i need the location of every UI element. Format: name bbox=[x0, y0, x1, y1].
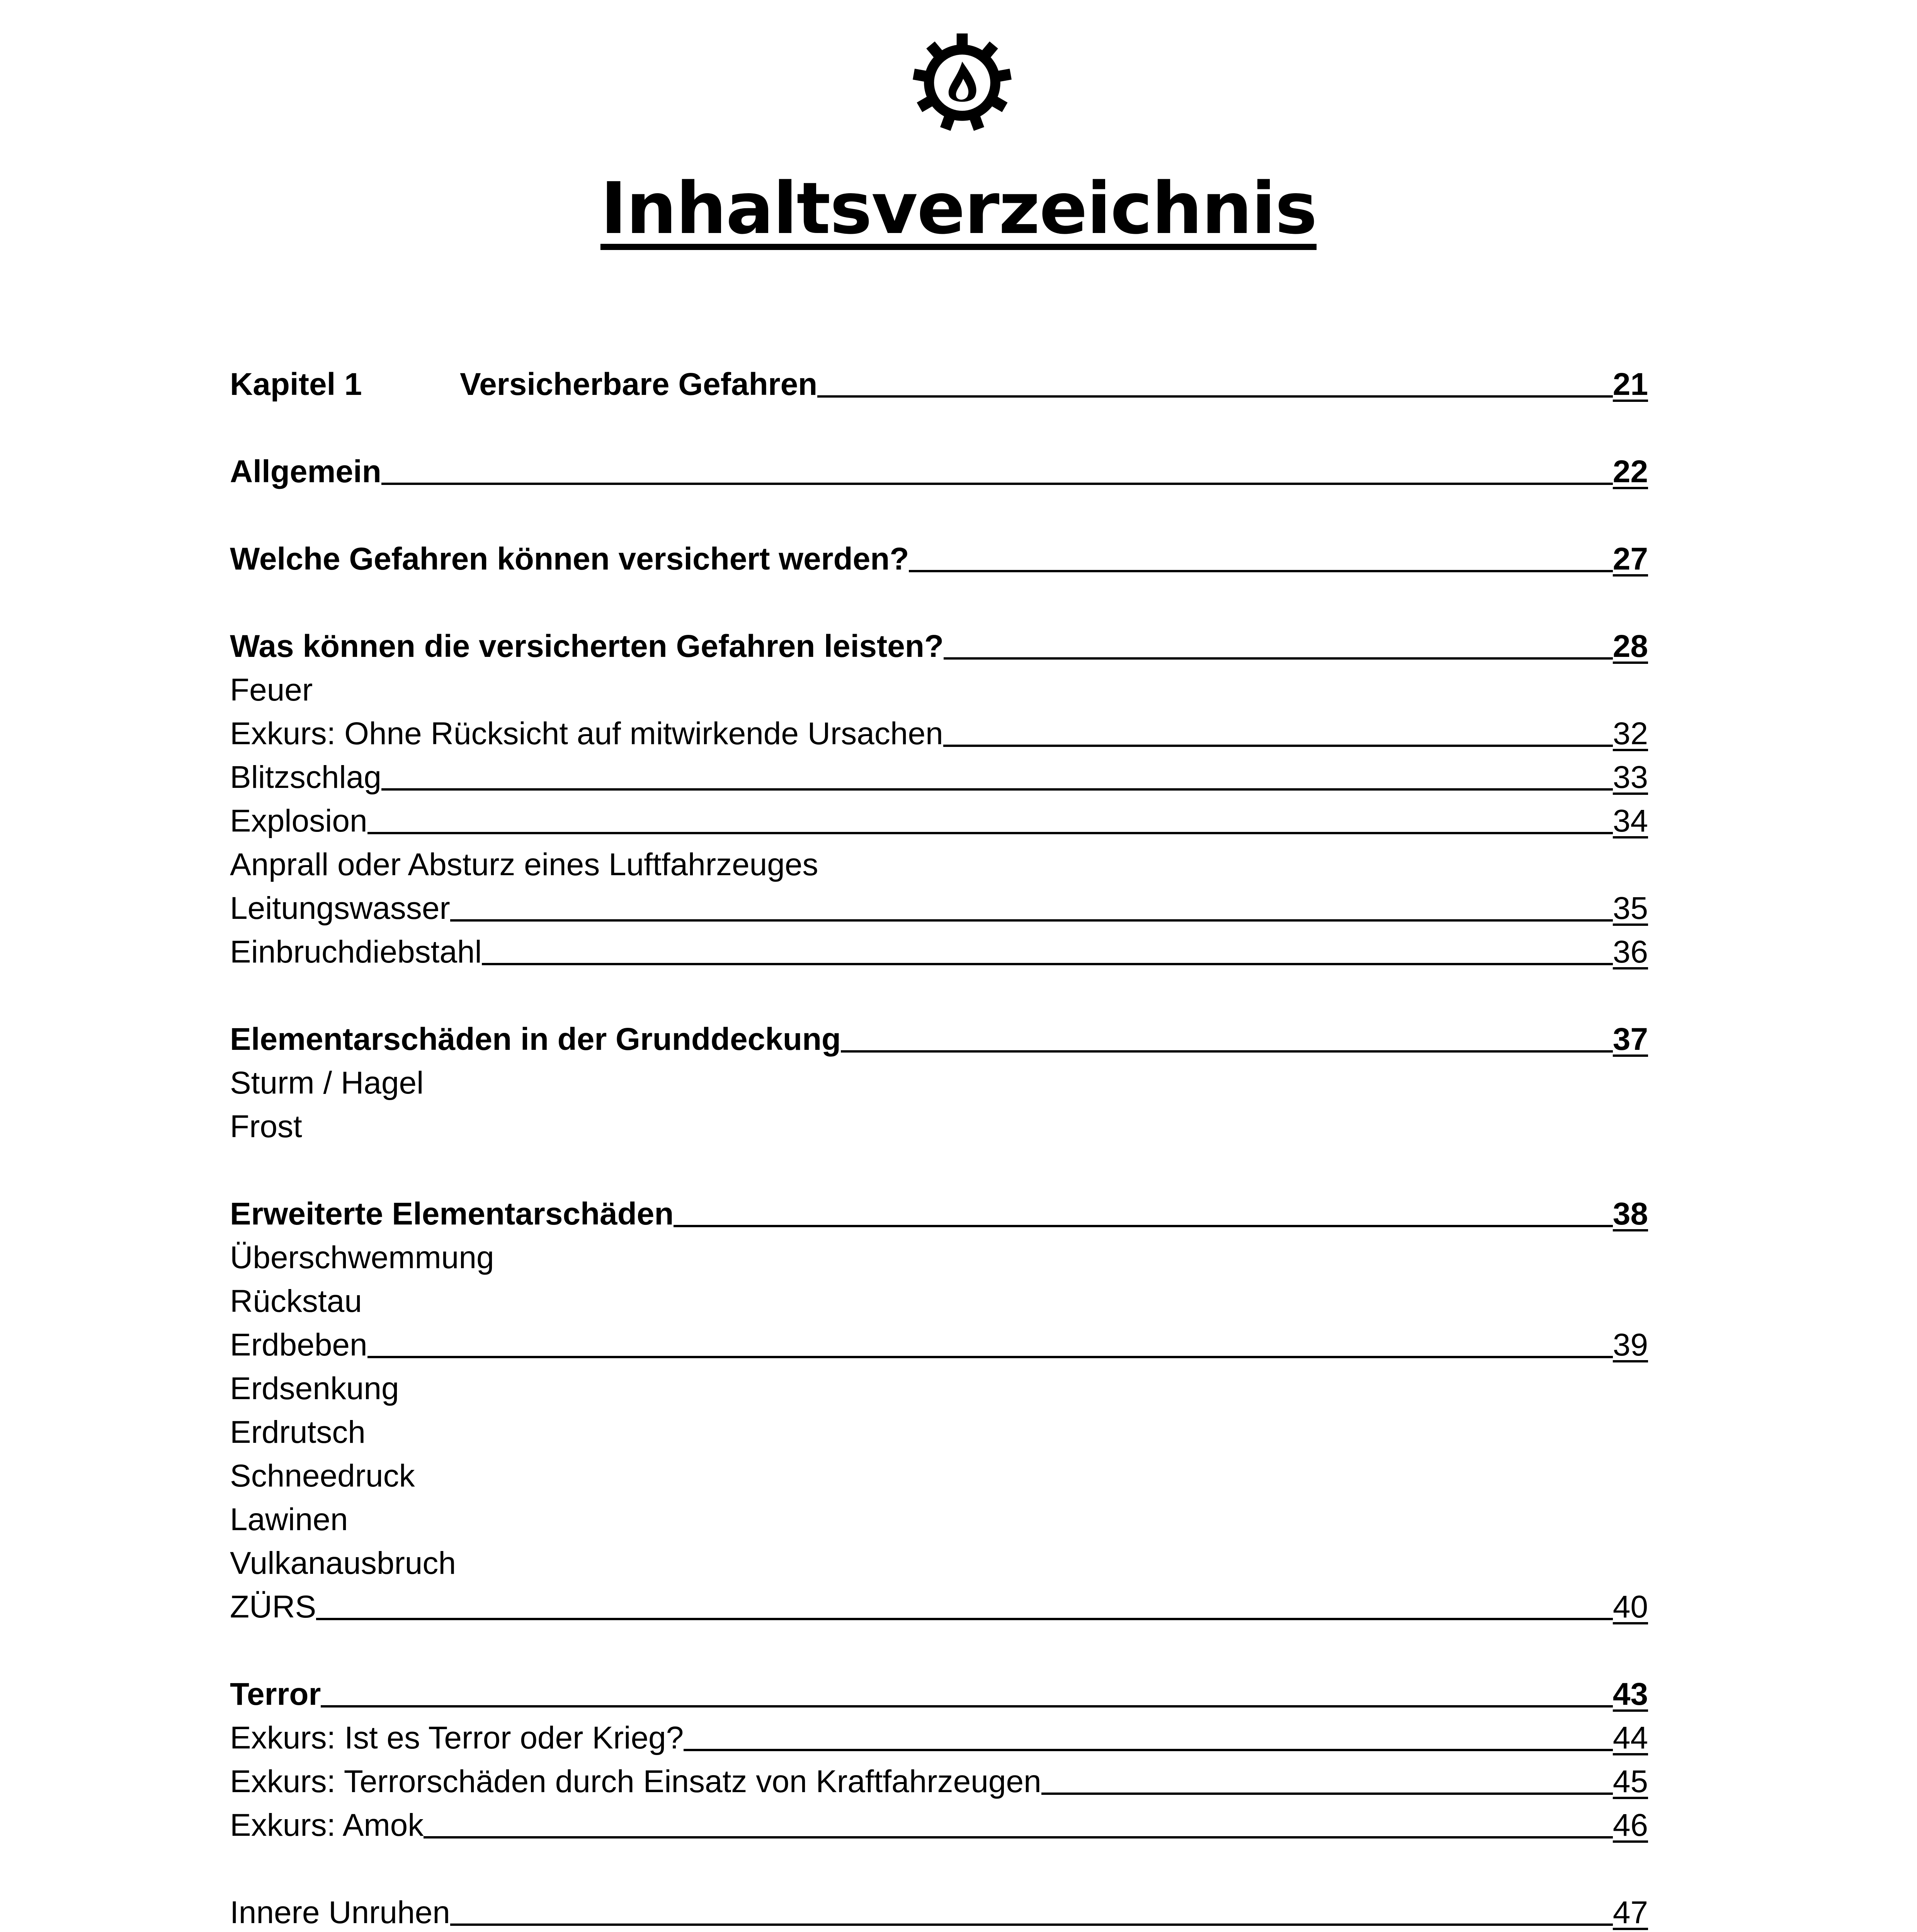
dot-leader bbox=[381, 788, 1613, 791]
toc-entry-text: Exkurs: Terrorschäden durch Einsatz von Kraftfahrzeugen bbox=[230, 1764, 1041, 1799]
toc-entry-text: Rückstau bbox=[230, 1284, 362, 1319]
toc-page-number: 34 bbox=[1613, 803, 1648, 838]
toc-entry-text: Allgemein bbox=[230, 454, 381, 489]
toc-entry bbox=[230, 534, 1648, 578]
toc-page-number: 35 bbox=[1613, 891, 1648, 926]
toc-entry-text: Sturm / Hagel bbox=[230, 1065, 424, 1100]
toc-page-number: 37 bbox=[1613, 1022, 1648, 1057]
toc-entry-text: Exkurs: Amok bbox=[230, 1808, 424, 1843]
toc-entry bbox=[230, 621, 1648, 665]
toc-entry bbox=[230, 709, 1648, 752]
toc-entry-text: Erdbeben bbox=[230, 1327, 367, 1362]
toc-page-number: 36 bbox=[1613, 934, 1648, 969]
toc-entry bbox=[230, 447, 1648, 490]
dot-leader bbox=[1041, 1793, 1613, 1795]
chapter-title: Versicherbare Gefahren bbox=[460, 367, 818, 402]
toc-entry bbox=[230, 1669, 1648, 1713]
toc-entry-text: Exkurs: Ohne Rücksicht auf mitwirkende Ursachen bbox=[230, 716, 943, 751]
toc-page-number: 46 bbox=[1613, 1808, 1648, 1843]
dot-leader bbox=[482, 963, 1613, 965]
toc-entry bbox=[230, 1364, 1648, 1407]
dot-leader bbox=[674, 1225, 1613, 1227]
dot-leader bbox=[817, 395, 1613, 398]
dot-leader bbox=[943, 745, 1613, 747]
gear-flame-logo-icon bbox=[912, 32, 1012, 133]
toc-page-number: 27 bbox=[1613, 541, 1648, 577]
toc-entry bbox=[230, 796, 1648, 840]
toc-entry-text: Einbruchdiebstahl bbox=[230, 934, 482, 969]
toc-entry bbox=[230, 1888, 1648, 1931]
toc-entry bbox=[230, 1713, 1648, 1757]
chapter-page-number: 21 bbox=[1613, 367, 1648, 402]
toc-entry-text: Frost bbox=[230, 1109, 302, 1144]
toc-entry bbox=[230, 927, 1648, 971]
chapter-label: Kapitel 1 bbox=[230, 367, 362, 402]
toc-chapter-row bbox=[230, 359, 1648, 403]
toc-page-number: 38 bbox=[1613, 1196, 1648, 1231]
dot-leader bbox=[450, 919, 1613, 922]
toc-entry-text: Anprall oder Absturz eines Luftfahrzeuges bbox=[230, 847, 818, 882]
dot-leader bbox=[381, 483, 1613, 485]
dot-leader bbox=[424, 1836, 1613, 1838]
toc-entry bbox=[230, 1495, 1648, 1538]
toc-entry bbox=[230, 1538, 1648, 1582]
toc-page-number: 33 bbox=[1613, 760, 1648, 795]
page-title: Inhaltsverzeichnis bbox=[600, 167, 1317, 250]
toc-entry-text: Lawinen bbox=[230, 1502, 348, 1537]
dot-leader bbox=[367, 1356, 1613, 1358]
toc-page-number: 28 bbox=[1613, 629, 1648, 664]
toc-entry bbox=[230, 1757, 1648, 1800]
toc-entry bbox=[230, 883, 1648, 927]
toc-entry-text: Erweiterte Elementarschäden bbox=[230, 1196, 674, 1231]
toc-entry bbox=[230, 1276, 1648, 1320]
toc-entry-text: Überschwemmung bbox=[230, 1240, 494, 1275]
toc-entry bbox=[230, 1014, 1648, 1058]
toc-entry-text: Feuer bbox=[230, 672, 313, 707]
toc-entry-text: Blitzschlag bbox=[230, 760, 381, 795]
toc-entry-text: Was können die versicherten Gefahren leisten? bbox=[230, 629, 944, 664]
toc-page-number: 40 bbox=[1613, 1589, 1648, 1624]
dot-leader bbox=[450, 1923, 1613, 1926]
toc-entry-text: Leitungswasser bbox=[230, 891, 450, 926]
toc-entry bbox=[230, 1102, 1648, 1145]
toc-entry-text: Erdrutsch bbox=[230, 1415, 366, 1450]
dot-leader bbox=[367, 832, 1613, 834]
toc-entry-text: Explosion bbox=[230, 803, 367, 838]
toc-page-number: 47 bbox=[1613, 1895, 1648, 1930]
toc-entry bbox=[230, 1058, 1648, 1102]
toc-entry bbox=[230, 1320, 1648, 1364]
toc-entry-text: Innere Unruhen bbox=[230, 1895, 450, 1930]
dot-leader bbox=[321, 1705, 1613, 1708]
toc-entry-text: ZÜRS bbox=[230, 1589, 316, 1624]
toc-entry-text: Elementarschäden in der Grunddeckung bbox=[230, 1022, 841, 1057]
toc-entry bbox=[230, 665, 1648, 709]
toc-entry-text: Erdsenkung bbox=[230, 1371, 399, 1406]
dot-leader bbox=[684, 1749, 1613, 1751]
dot-leader bbox=[944, 657, 1613, 660]
toc-page-number: 45 bbox=[1613, 1764, 1648, 1799]
toc-entry bbox=[230, 1189, 1648, 1233]
toc-entry-text: Welche Gefahren können versichert werden? bbox=[230, 541, 909, 577]
toc-page-number: 39 bbox=[1613, 1327, 1648, 1362]
toc-page-number: 43 bbox=[1613, 1677, 1648, 1712]
toc-page-number: 32 bbox=[1613, 716, 1648, 751]
dot-leader bbox=[909, 570, 1613, 572]
toc-page-number: 44 bbox=[1613, 1720, 1648, 1755]
toc-entry-text: Vulkanausbruch bbox=[230, 1546, 456, 1581]
toc-entry-text: Terror bbox=[230, 1677, 321, 1712]
toc-entry bbox=[230, 840, 1648, 883]
dot-leader bbox=[316, 1618, 1613, 1620]
dot-leader bbox=[841, 1050, 1613, 1053]
toc-entry bbox=[230, 1800, 1648, 1844]
toc-entry-text: Exkurs: Ist es Terror oder Krieg? bbox=[230, 1720, 684, 1755]
toc-page-number: 22 bbox=[1613, 454, 1648, 489]
toc-entry bbox=[230, 752, 1648, 796]
table-of-contents bbox=[230, 359, 1648, 1932]
toc-entry bbox=[230, 1407, 1648, 1451]
toc-entry bbox=[230, 1582, 1648, 1626]
toc-entry bbox=[230, 1233, 1648, 1276]
toc-entry-text: Schneedruck bbox=[230, 1458, 415, 1493]
toc-entry bbox=[230, 1451, 1648, 1495]
